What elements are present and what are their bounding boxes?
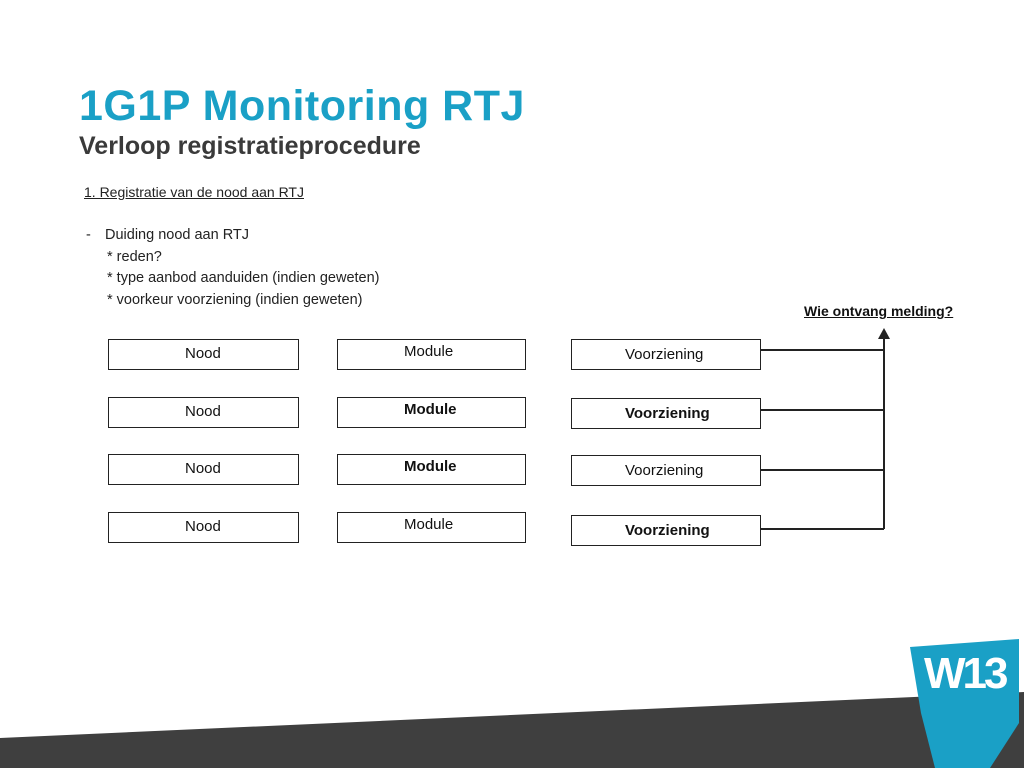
voorziening-label: Voorziening	[625, 522, 710, 539]
receiver-label: Wie ontvang melding?	[804, 303, 954, 319]
nood-label: Nood	[185, 518, 221, 535]
voorziening-label: Voorziening	[625, 462, 704, 479]
nood-label: Nood	[185, 345, 221, 362]
voorziening-label: Voorziening	[625, 405, 710, 422]
page-subtitle: Verloop registratieprocedure	[79, 132, 421, 160]
bullet-sub-reden: * reden?	[107, 248, 162, 265]
bullet-dash: -	[86, 227, 91, 243]
nood-label: Nood	[185, 403, 221, 420]
voorziening-label: Voorziening	[625, 346, 704, 363]
module-label: Module	[404, 401, 457, 418]
bullet-sub-voorkeur: * voorkeur voorziening (indien geweten)	[107, 291, 363, 308]
w13-logo-text: W13	[924, 649, 1006, 698]
bullet-main: Duiding nood aan RTJ	[105, 227, 250, 243]
module-label: Module	[404, 516, 454, 533]
module-label: Module	[404, 343, 454, 360]
bullet-sub-type-aanbod: * type aanbod aanduiden (indien geweten)	[107, 270, 380, 286]
module-label: Module	[404, 458, 457, 475]
nood-label: Nood	[185, 460, 221, 477]
section-heading: 1. Registratie van de nood aan RTJ	[84, 184, 304, 200]
page-title: 1G1P Monitoring RTJ	[79, 82, 525, 130]
footer-band	[0, 692, 1024, 768]
